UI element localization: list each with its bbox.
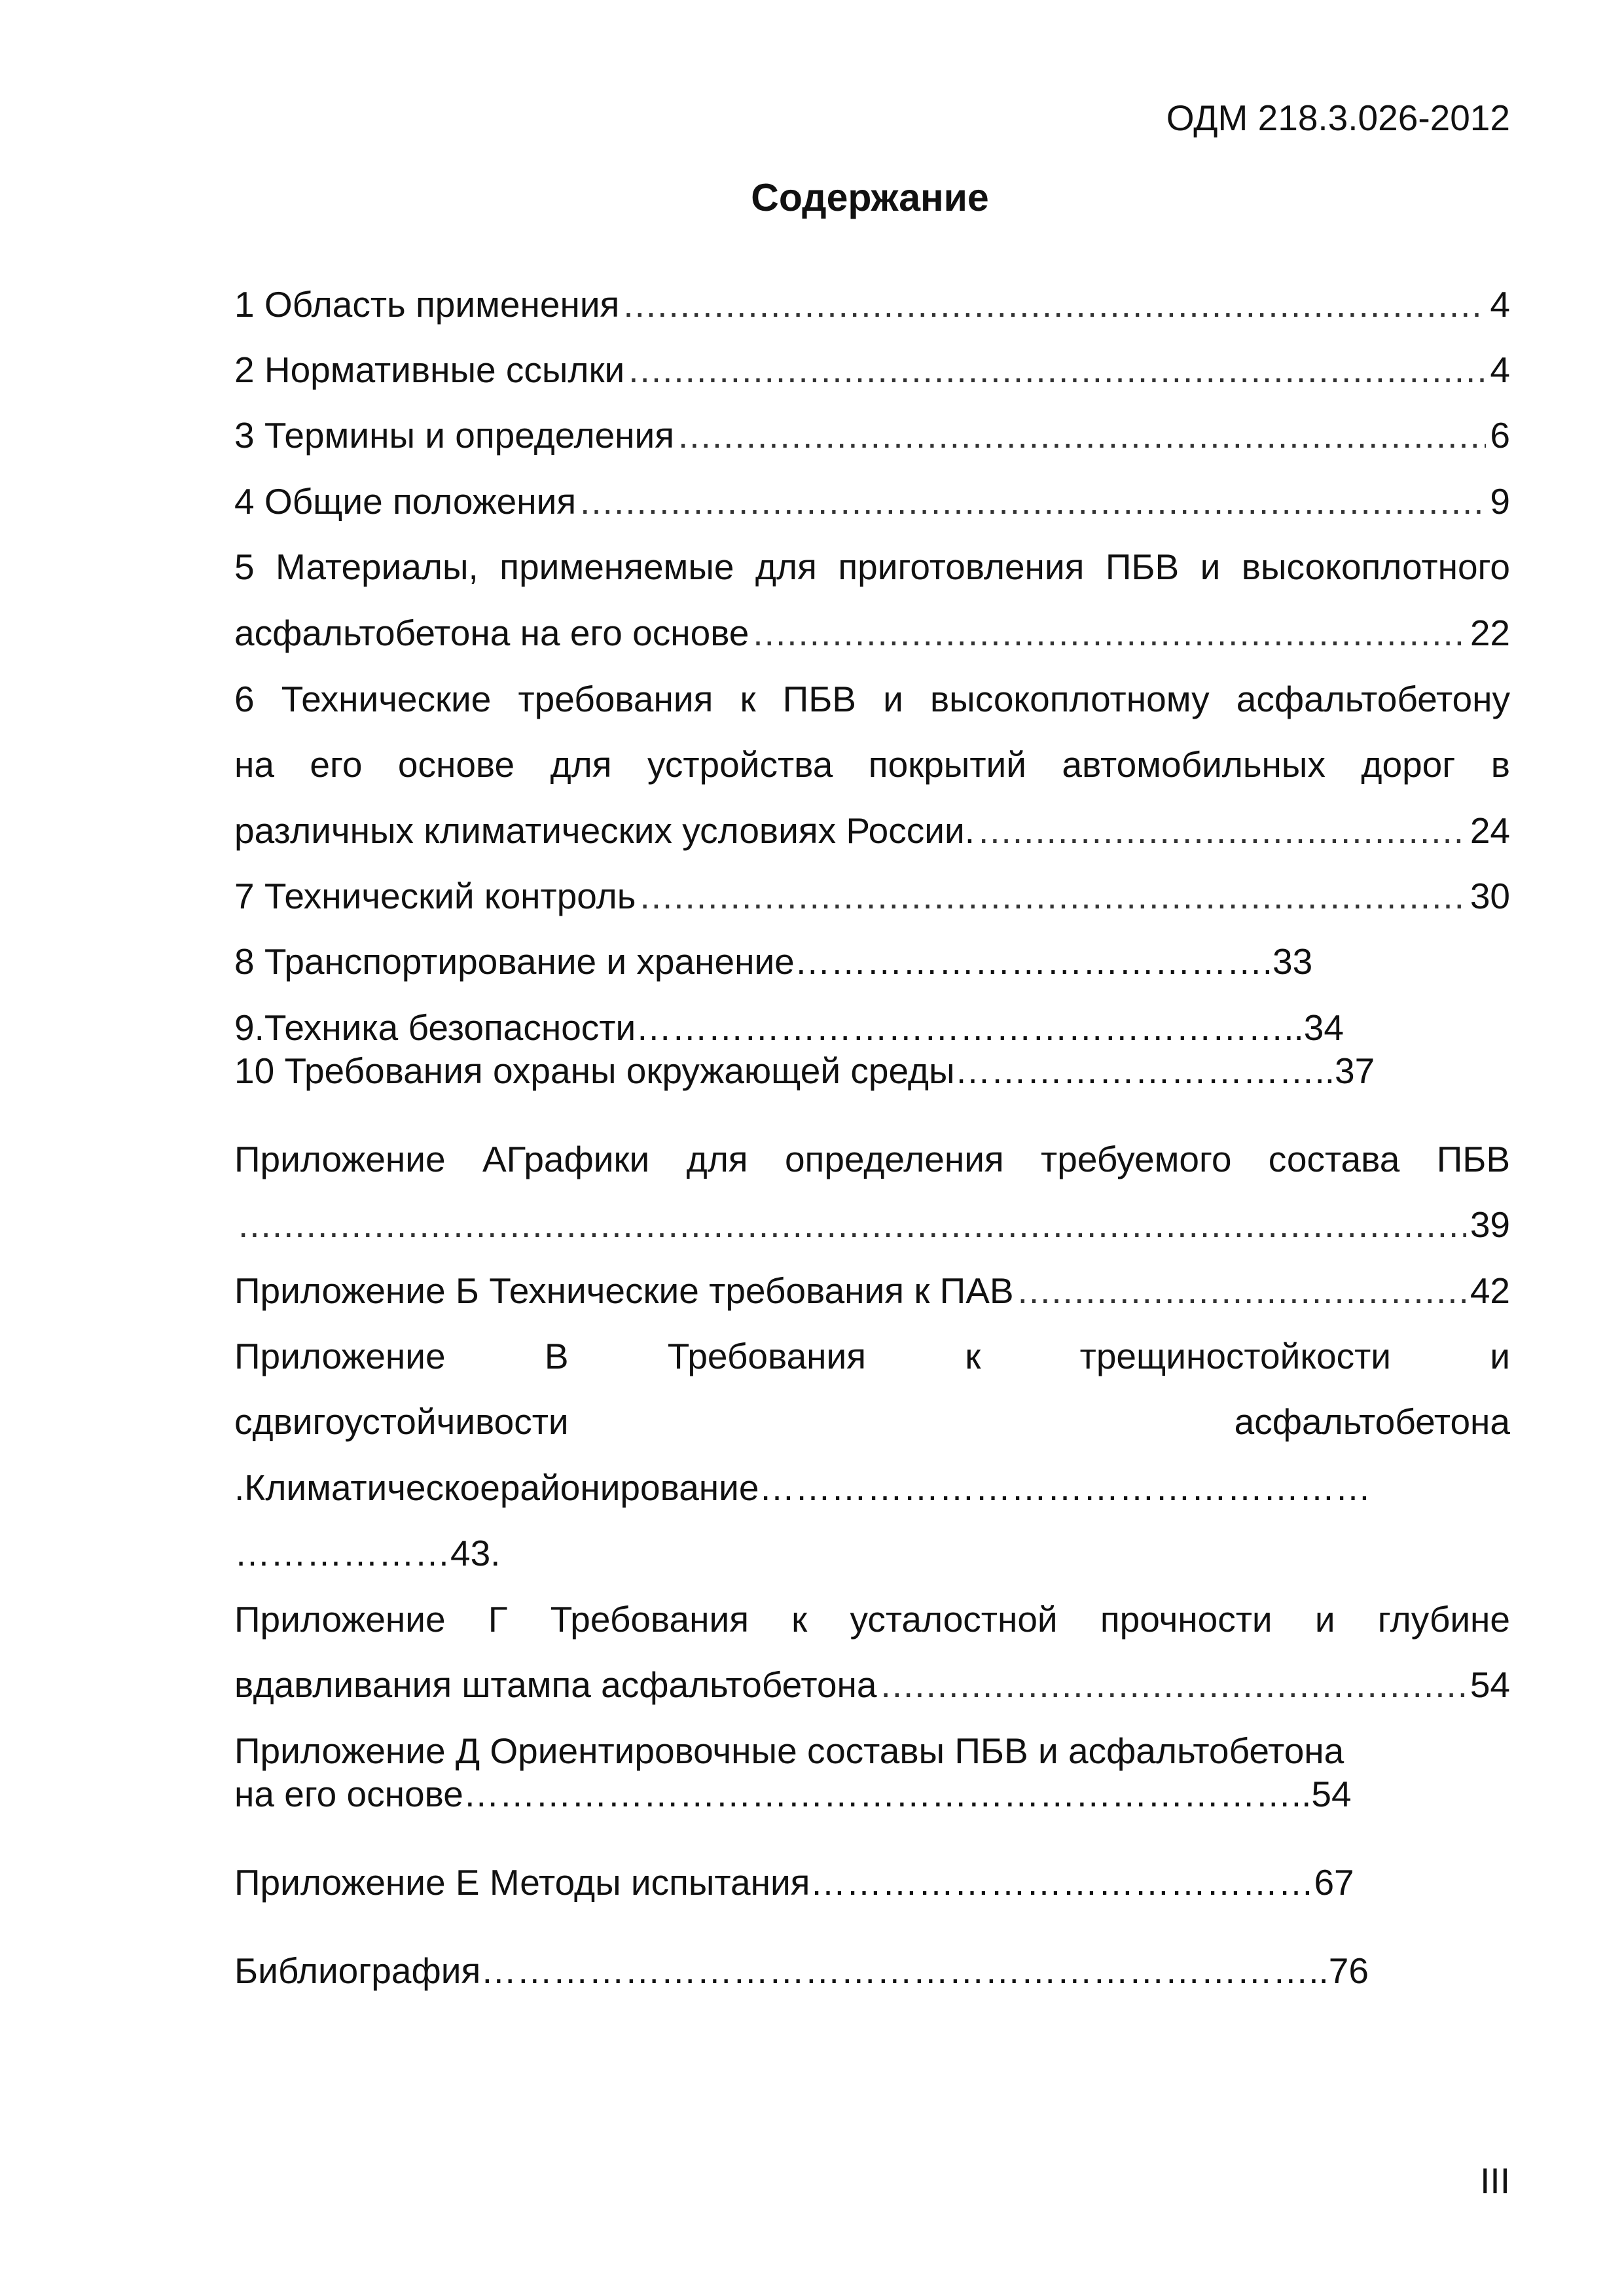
toc-entry-title: различных климатических условиях России. (234, 810, 975, 851)
toc-appendix-g-line-2[interactable] (234, 1663, 1510, 1706)
toc-appendix-v-line-1[interactable]: Приложение В Требования к трещиностойкости и (234, 1336, 1510, 1376)
document-code: ОДМ 218.3.026-2012 (1166, 98, 1510, 138)
dot-leader (628, 348, 1486, 391)
toc-page-number: 4 (1490, 350, 1510, 390)
toc-page-number: 30 (1470, 876, 1510, 916)
page-number: III (1480, 2161, 1510, 2201)
toc-entry-4[interactable] (234, 480, 1510, 523)
toc-entry-6-line-1[interactable]: 6 Технические требования к ПБВ и высокоплотному асфальтобетону (234, 679, 1510, 719)
toc-appendix-d-line-1[interactable]: Приложение Д Ориентировочные составы ПБВ и асфальтобетона (234, 1731, 1344, 1771)
toc-entry-title: 7 Технический контроль (234, 876, 636, 916)
toc-appendix-b[interactable] (234, 1269, 1510, 1312)
toc-entry-title: 4 Общие положения (234, 481, 577, 522)
toc-entry-3[interactable] (234, 414, 1510, 457)
toc-entry-5-line-2[interactable] (234, 611, 1510, 655)
dot-leader (1018, 1269, 1466, 1312)
dot-leader (580, 480, 1486, 523)
toc-appendix-a-line-2[interactable] (234, 1203, 1510, 1246)
toc-entry-8[interactable]: 8 Транспортирование и хранение………………………………….33 (234, 941, 1313, 982)
toc-appendix-a-line-1[interactable]: Приложение АГрафики для определения требуемого состава ПБВ (234, 1139, 1510, 1179)
toc-entry-2[interactable] (234, 348, 1510, 391)
toc-entry-5-line-1[interactable]: 5 Материалы, применяемые для приготовления ПБВ и высокоплотного (234, 547, 1510, 587)
toc-page-number: 24 (1470, 810, 1510, 851)
page-title: Содержание (751, 176, 989, 219)
toc-entry-title: вдавливания штампа асфальтобетона (234, 1664, 877, 1705)
toc-entry-6-line-2[interactable]: на его основе для устройства покрытий автомобильных дорог в (234, 744, 1510, 785)
toc-entry-title: 3 Термины и определения (234, 415, 675, 456)
dot-leader (623, 283, 1486, 326)
toc-entry-title: Приложение Б Технические требования к ПАВ (234, 1270, 1014, 1311)
toc-entry-1[interactable] (234, 283, 1510, 326)
toc-entry-7[interactable] (234, 874, 1510, 918)
toc-appendix-v-line-4[interactable]: ………………43. (234, 1533, 501, 1573)
toc-entry-10[interactable]: 10 Требования охраны окружающей среды…………………………..37 (234, 1050, 1375, 1091)
toc-entry-title: асфальтобетона на его основе (234, 613, 749, 653)
toc-appendix-v-line-3[interactable]: .Климатическоерайонирование…………………………………………… (234, 1467, 1371, 1508)
dot-leader (640, 874, 1466, 918)
toc-page-number: 6 (1490, 415, 1510, 456)
dot-leader (678, 414, 1486, 457)
toc-appendix-g-line-1[interactable]: Приложение Г Требования к усталостной прочности и глубине (234, 1599, 1510, 1640)
toc-appendix-v-line-2[interactable]: сдвигоустойчивости асфальтобетона (234, 1401, 1510, 1442)
toc-page-number: 4 (1490, 284, 1510, 325)
toc-entry-title: 1 Область применения (234, 284, 620, 325)
toc-appendix-e[interactable]: Приложение Е Методы испытания……………………………………67 (234, 1862, 1354, 1903)
toc-page-number: 9 (1490, 481, 1510, 522)
dot-leader (753, 611, 1466, 655)
dot-leader (880, 1663, 1466, 1706)
toc-bibliography[interactable]: Библиография……………………………………………………………..76 (234, 1950, 1369, 1991)
toc-appendix-d-line-2[interactable]: на его основе……………………………………………………………..54 (234, 1774, 1352, 1814)
dot-leader (979, 809, 1466, 852)
toc-page-number: 54 (1470, 1664, 1510, 1705)
toc-entry-6-line-3[interactable] (234, 809, 1510, 852)
toc-page-number: 42 (1470, 1270, 1510, 1311)
toc-entry-title: 2 Нормативные ссылки (234, 350, 625, 390)
toc-page-number: 39 (1470, 1204, 1510, 1245)
dot-leader (238, 1203, 1466, 1246)
toc-entry-9[interactable]: 9.Техника безопасности………………………………………………..34 (234, 1007, 1344, 1048)
toc-page-number: 22 (1470, 613, 1510, 653)
